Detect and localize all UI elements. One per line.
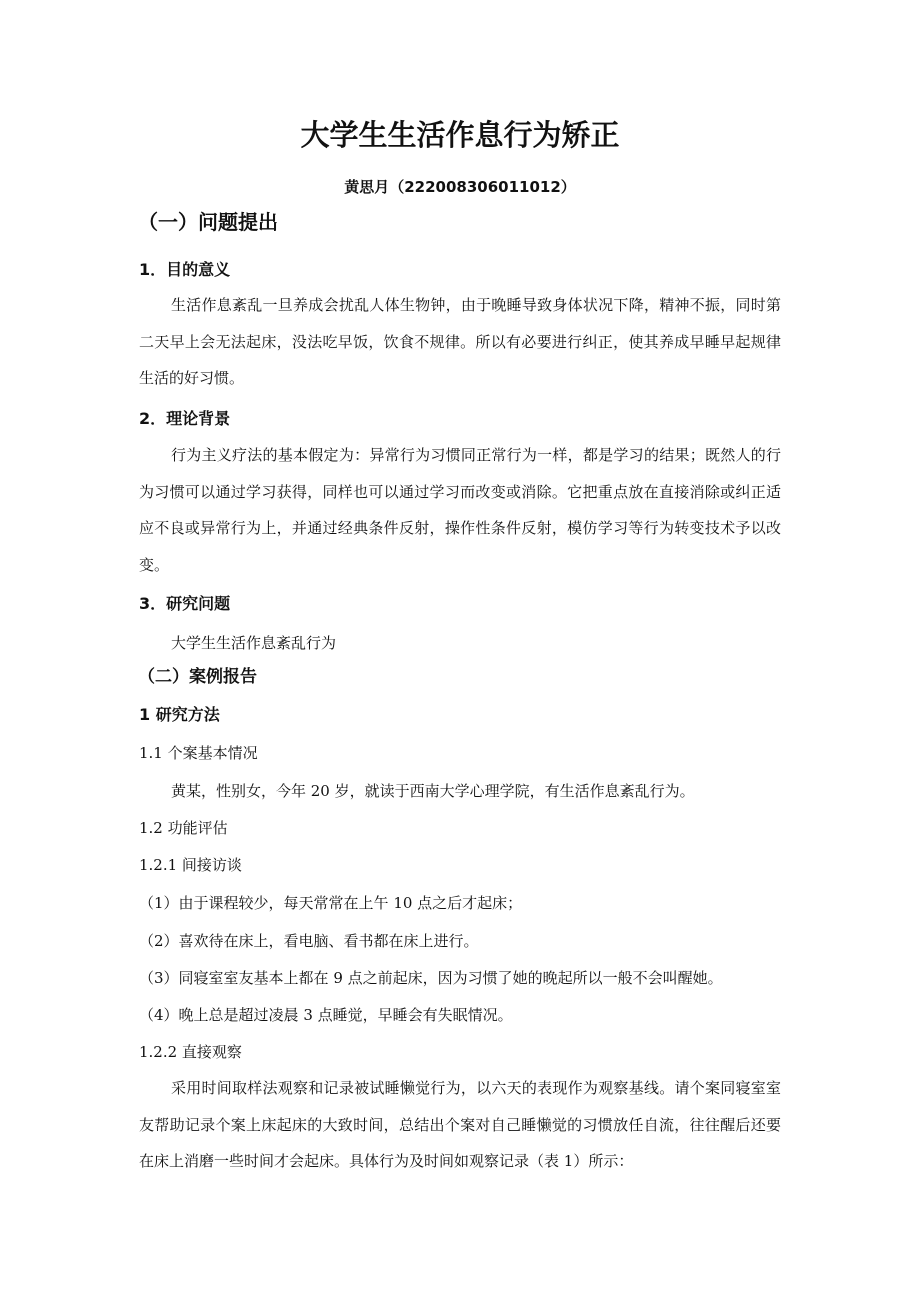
list-item: （3）同寝室室友基本上都在 9 点之前起床，因为习惯了她的晚起所以一般不会叫醒她。 (139, 969, 723, 987)
paragraph-case-basic-info: 黄某，性别女，今年 20 岁，就读于西南大学心理学院，有生活作息紊乱行为。 (171, 782, 695, 800)
subheading-purpose: 1．目的意义 (139, 260, 231, 279)
heading-direct-observation: 1.2.2 直接观察 (139, 1043, 242, 1061)
author-line: 黄思月（222008306011012） (344, 178, 576, 196)
section-heading-case-report: （二）案例报告 (138, 667, 257, 687)
subheading-method: 1 研究方法 (139, 705, 220, 724)
section-heading-problem: （一）问题提出 (138, 210, 278, 234)
paragraph-direct-observation: 采用时间取样法观察和记录被试睡懒觉行为，以六天的表现作为观察基线。请个案同寝室室友帮助记录个案上床起床的大致时间，总结出个案对自己睡懒觉的习惯放任自流，往往醒后还要在床上消磨一些时间才会起床。具体行为及时间如观察记录（表 1）所示： (139, 1079, 781, 1170)
heading-functional-assessment: 1.2 功能评估 (139, 819, 228, 837)
heading-indirect-interview: 1.2.1 间接访谈 (139, 856, 242, 874)
heading-case-basic-info: 1.1 个案基本情况 (139, 744, 258, 762)
subheading-theory: 2．理论背景 (139, 409, 231, 428)
document-title: 大学生生活作息行为矫正 (300, 118, 620, 152)
subheading-research-question: 3．研究问题 (139, 594, 231, 613)
paragraph-research-question: 大学生生活作息紊乱行为 (171, 634, 337, 652)
paragraph-purpose: 生活作息紊乱一旦养成会扰乱人体生物钟，由于晚睡导致身体状况下降，精神不振，同时第二天早上会无法起床，没法吃早饭，饮食不规律。所以有必要进行纠正，使其养成早睡早起规律生活的好习惯。 (139, 296, 781, 387)
list-item: （2）喜欢待在床上，看电脑、看书都在床上进行。 (139, 932, 479, 950)
list-item: （4）晚上总是超过凌晨 3 点睡觉，早睡会有失眠情况。 (139, 1006, 513, 1024)
list-item: （1）由于课程较少，每天常常在上午 10 点之后才起床； (139, 894, 523, 912)
paragraph-theory: 行为主义疗法的基本假定为：异常行为习惯同正常行为一样，都是学习的结果；既然人的行为习惯可以通过学习获得，同样也可以通过学习而改变或消除。它把重点放在直接消除或纠正适应不良或异常行为上，并通过经典条件反射，操作性条件反射，模仿学习等行为转变技术予以改变。 (139, 446, 781, 574)
